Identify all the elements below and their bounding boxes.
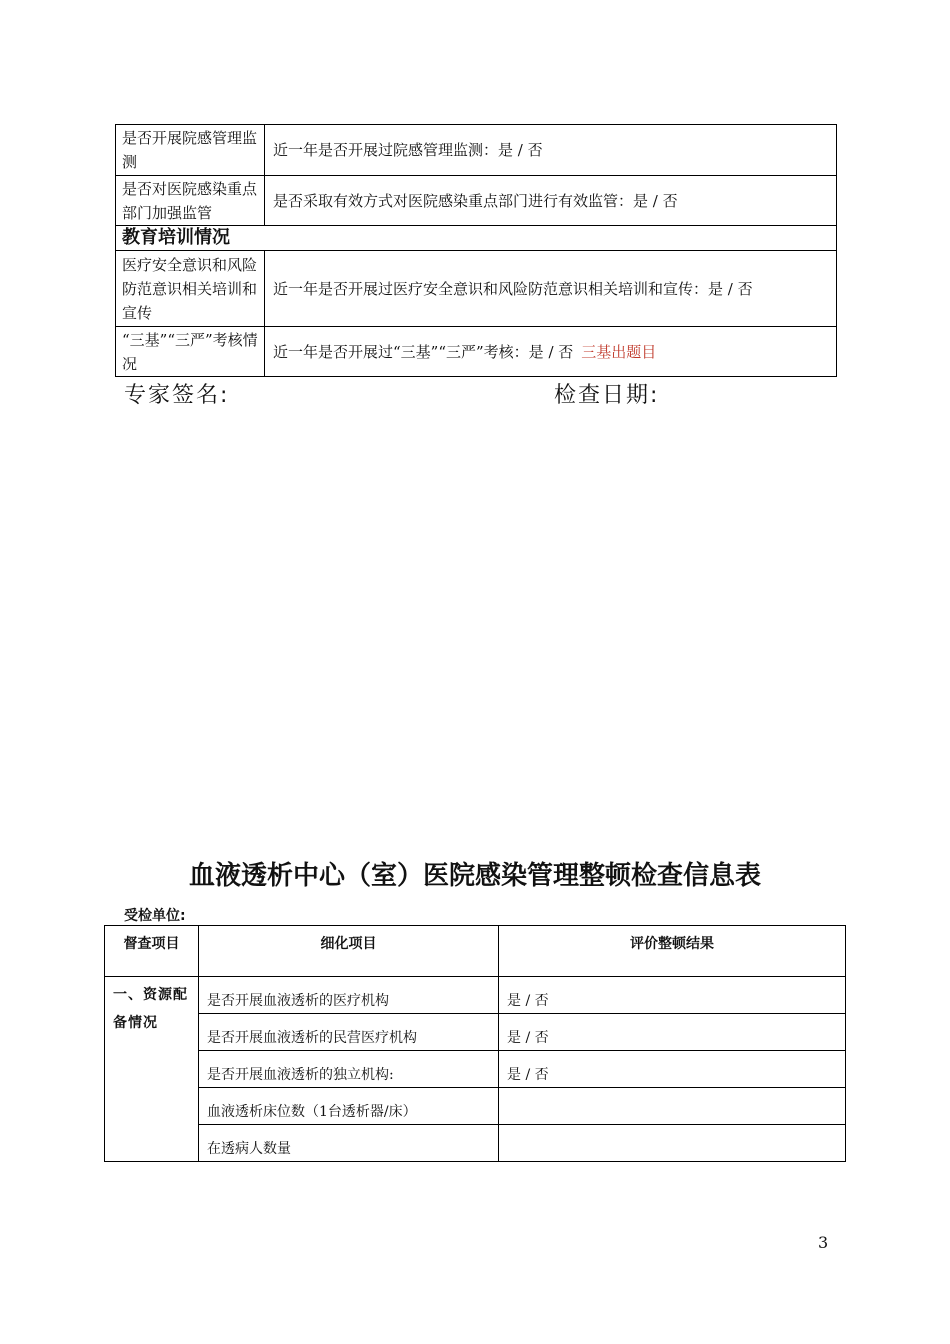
result-cell <box>499 1088 846 1125</box>
row-label: 是否开展院感管理监测 <box>116 125 265 176</box>
inspection-table-top <box>115 124 837 377</box>
row-content: 是否采取有效方式对医院感染重点部门进行有效监管：是 / 否 <box>265 176 837 226</box>
inspection-table-bottom <box>104 925 846 1162</box>
inspection-date-label: 检查日期: <box>554 383 660 408</box>
table-row <box>105 1088 846 1125</box>
item-cell: 血液透析床位数（1台透析器/床） <box>199 1088 499 1125</box>
row-content: 近一年是否开展过医疗安全意识和风险防范意识相关培训和宣传：是 / 否 <box>265 251 837 327</box>
form-title: 血液透析中心（室）医院感染管理整顿检查信息表 <box>188 861 761 891</box>
table-row <box>105 977 846 1014</box>
header-cell: 督查项目 <box>105 926 199 977</box>
result-cell: 是 / 否 <box>499 977 846 1014</box>
result-cell: 是 / 否 <box>499 1051 846 1088</box>
inspected-unit-label: 受检单位: <box>124 908 186 924</box>
header-row <box>105 926 846 977</box>
row-label: 医疗安全意识和风险防范意识相关培训和宣传 <box>116 251 265 327</box>
table-row <box>105 1125 846 1162</box>
page-number: 3 <box>818 1233 829 1252</box>
item-cell: 是否开展血液透析的医疗机构 <box>199 977 499 1014</box>
header-cell: 细化项目 <box>199 926 499 977</box>
note-text: 三基出题目 <box>581 342 657 361</box>
section-heading: 教育培训情况 <box>116 226 837 251</box>
expert-signature-label: 专家签名: <box>124 383 230 408</box>
table-row <box>116 125 837 176</box>
result-cell <box>499 1125 846 1162</box>
table-row <box>105 1051 846 1088</box>
header-cell: 评价整顿结果 <box>499 926 846 977</box>
item-cell: 在透病人数量 <box>199 1125 499 1162</box>
category-cell: 一、资源配备情况 <box>105 977 199 1162</box>
table-row <box>116 176 837 226</box>
row-content: 近一年是否开展过院感管理监测：是 / 否 <box>265 125 837 176</box>
result-cell: 是 / 否 <box>499 1014 846 1051</box>
item-cell: 是否开展血液透析的独立机构: <box>199 1051 499 1088</box>
table-row <box>105 1014 846 1051</box>
row-label: “三基”“三严”考核情况 <box>116 327 265 377</box>
row-label: 是否对医院感染重点部门加强监管 <box>116 176 265 226</box>
section-row <box>116 226 837 251</box>
table-row <box>116 327 837 377</box>
content-text: 近一年是否开展过“三基”“三严”考核：是 / 否 <box>273 342 574 361</box>
row-content <box>265 327 837 377</box>
item-cell: 是否开展血液透析的民营医疗机构 <box>199 1014 499 1051</box>
table-row <box>116 251 837 327</box>
